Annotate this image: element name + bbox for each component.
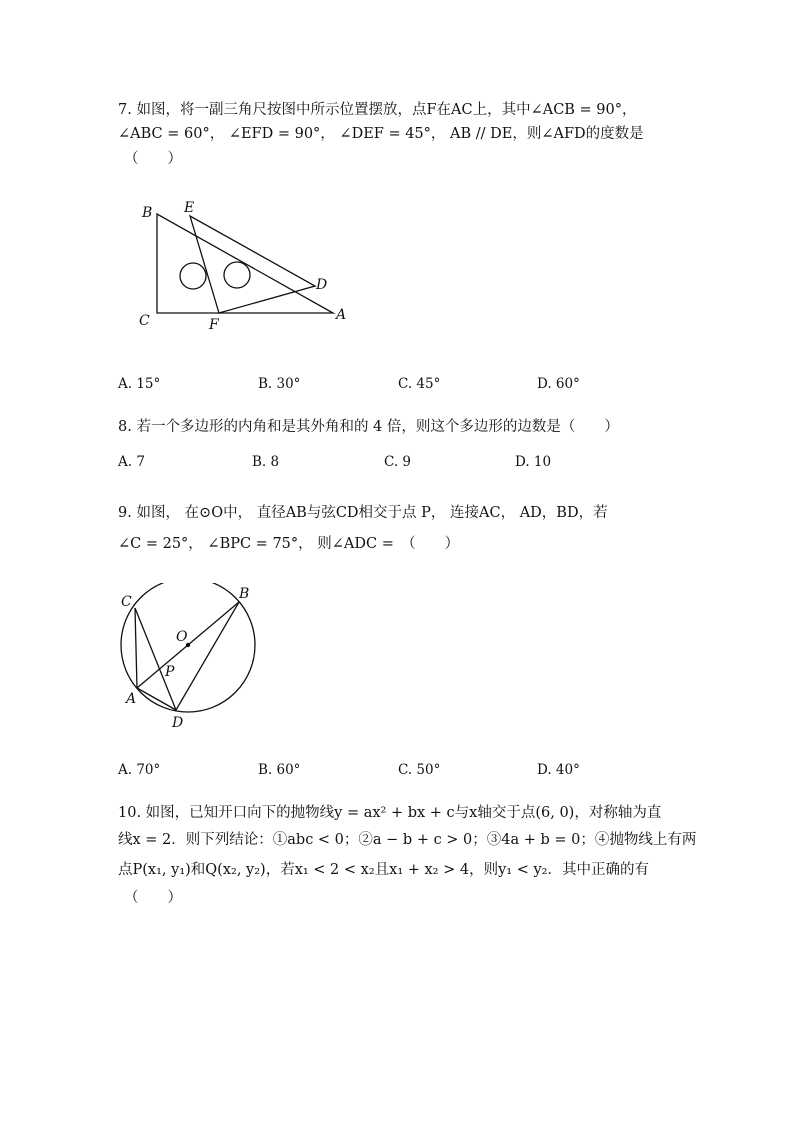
q9-segment-ad — [137, 688, 176, 710]
q9-segment-ac — [135, 608, 137, 688]
q8-option-c[interactable]: C. 9 — [384, 454, 412, 470]
q7-label-c: C — [139, 313, 150, 329]
q7-label-a: A — [336, 307, 347, 323]
q8-option-b[interactable]: B. 8 — [252, 454, 280, 470]
q7-figure — [120, 195, 370, 335]
q9-label-o: O — [176, 629, 188, 645]
q9-circle-o — [121, 583, 255, 712]
q9-figure — [115, 583, 265, 733]
q7-triangle-efd — [190, 216, 315, 313]
q7-label-b: B — [142, 205, 153, 221]
q8-option-d[interactable]: D. 10 — [515, 454, 552, 470]
q7-label-f: F — [209, 317, 219, 333]
q7-text-line1: 7. 如图，将一副三角尺按图中所示位置摆放，点F在AC上，其中∠ACB = 90°， — [118, 102, 637, 118]
q9-text-line2: ∠C = 25°， ∠BPC = 75°， 则∠ADC = （ ） — [118, 536, 460, 552]
q7-option-a[interactable]: A. 15° — [118, 376, 161, 392]
q7-text-line3: （ ） — [124, 151, 182, 167]
q9-option-a[interactable]: A. 70° — [118, 762, 161, 778]
q9-option-b[interactable]: B. 60° — [258, 762, 301, 778]
q7-option-c[interactable]: C. 45° — [398, 376, 441, 392]
q9-text-line1: 9. 如图， 在⊙O中， 直径AB与弦CD相交于点 P， 连接AC， AD，BD，若 — [118, 505, 608, 521]
q7-hole-left — [180, 263, 206, 289]
q10-text-line2: 线x = 2．则下列结论：①abc < 0；②a − b + c > 0；③4a + b = 0；④抛物线上有两 — [118, 832, 697, 848]
q7-triangle-abc — [157, 214, 333, 313]
q7-option-d[interactable]: D. 60° — [537, 376, 580, 392]
q10-text-line3: 点P(x₁, y₁)和Q(x₂, y₂)，若x₁ < 2 < x₂且x₁ + x₂ > 4，则y₁ < y₂．其中正确的有 — [118, 862, 649, 878]
q9-segment-bd — [176, 602, 239, 710]
q10-text-line4: （ ） — [124, 890, 182, 906]
q9-label-d: D — [172, 715, 184, 731]
q7-hole-right — [224, 262, 250, 288]
q9-label-a: A — [126, 691, 137, 707]
q7-text-line2: ∠ABC = 60°， ∠EFD = 90°， ∠DEF = 45°， AB // DE，则∠AFD的度数是 — [118, 126, 644, 142]
q8-text-line1: 8. 若一个多边形的内角和是其外角和的 4 倍，则这个多边形的边数是（ ） — [118, 419, 619, 435]
q9-chord-cd — [135, 608, 176, 710]
q7-label-d: D — [316, 277, 328, 293]
q7-label-e: E — [184, 200, 195, 216]
q9-label-p: P — [165, 664, 175, 680]
q9-option-d[interactable]: D. 40° — [537, 762, 580, 778]
q10-text-line1: 10. 如图，已知开口向下的抛物线y = ax² + bx + c与x轴交于点(6, 0)，对称轴为直 — [118, 805, 662, 821]
q9-label-b: B — [239, 586, 250, 602]
q9-option-c[interactable]: C. 50° — [398, 762, 441, 778]
q7-option-b[interactable]: B. 30° — [258, 376, 301, 392]
q8-option-a[interactable]: A. 7 — [118, 454, 145, 470]
q9-label-c: C — [121, 594, 132, 610]
